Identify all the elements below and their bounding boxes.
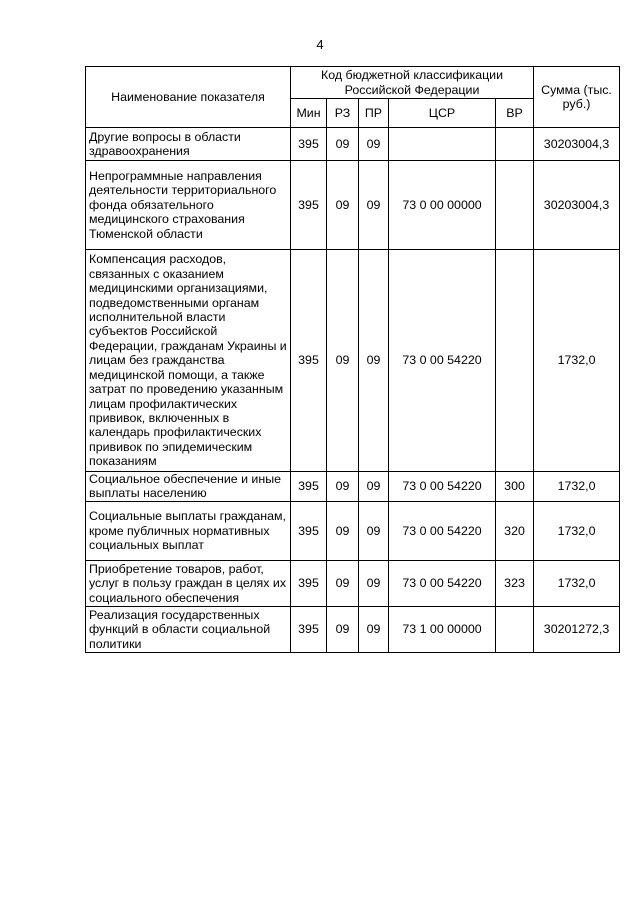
row-csr: 73 0 00 54220 bbox=[389, 472, 496, 502]
row-csr: 73 1 00 00000 bbox=[389, 606, 496, 652]
header-code-group: Код бюджетной классификации Российской Федерации bbox=[291, 67, 534, 99]
row-min: 395 bbox=[291, 250, 327, 472]
header-pr: ПР bbox=[359, 99, 389, 128]
row-vr bbox=[496, 128, 534, 161]
row-csr bbox=[389, 128, 496, 161]
row-vr: 320 bbox=[496, 501, 534, 560]
row-name: Социальные выплаты гражданам, кроме публичных нормативных социальных выплат bbox=[86, 501, 291, 560]
row-name: Другие вопросы в области здравоохранения bbox=[86, 128, 291, 161]
row-name: Реализация государственных функций в области социальной политики bbox=[86, 606, 291, 652]
row-pr: 09 bbox=[359, 560, 389, 606]
row-pr: 09 bbox=[359, 128, 389, 161]
header-sum: Сумма (тыс. руб.) bbox=[534, 67, 620, 128]
table-row bbox=[86, 128, 620, 161]
row-min: 395 bbox=[291, 472, 327, 502]
row-sum: 30203004,3 bbox=[534, 128, 620, 161]
row-sum: 1732,0 bbox=[534, 472, 620, 502]
header-min: Мин bbox=[291, 99, 327, 128]
table-row bbox=[86, 161, 620, 250]
row-sum: 1732,0 bbox=[534, 560, 620, 606]
header-name: Наименование показателя bbox=[86, 67, 291, 128]
row-min: 395 bbox=[291, 501, 327, 560]
row-vr: 300 bbox=[496, 472, 534, 502]
row-min: 395 bbox=[291, 161, 327, 250]
budget-classification-table bbox=[85, 66, 620, 653]
row-sum: 1732,0 bbox=[534, 501, 620, 560]
row-pr: 09 bbox=[359, 606, 389, 652]
row-csr: 73 0 00 54220 bbox=[389, 501, 496, 560]
row-pr: 09 bbox=[359, 472, 389, 502]
row-rz: 09 bbox=[327, 161, 359, 250]
row-sum: 30203004,3 bbox=[534, 161, 620, 250]
row-name: Компенсация расходов, связанных с оказанием медицинскими организациями, подведомственными органам исполнительной власти субъектов Российской Федерации, гражданам Украины и лицам без гражданства медицинской помощи, а также затрат по проведению указанным лицам профилактических прививок, включенных в календарь профилактических прививок по эпидемическим показаниям bbox=[86, 250, 291, 472]
row-rz: 09 bbox=[327, 250, 359, 472]
row-pr: 09 bbox=[359, 161, 389, 250]
row-pr: 09 bbox=[359, 250, 389, 472]
row-min: 395 bbox=[291, 128, 327, 161]
row-vr bbox=[496, 161, 534, 250]
header-rz: РЗ bbox=[327, 99, 359, 128]
header-vr: ВР bbox=[496, 99, 534, 128]
row-vr bbox=[496, 606, 534, 652]
row-csr: 73 0 00 00000 bbox=[389, 161, 496, 250]
row-name: Непрограммные направления деятельности территориального фонда обязательного медицинского страхования Тюменской области bbox=[86, 161, 291, 250]
table-row bbox=[86, 472, 620, 502]
table-row bbox=[86, 501, 620, 560]
row-rz: 09 bbox=[327, 501, 359, 560]
table-row bbox=[86, 606, 620, 652]
table-row bbox=[86, 250, 620, 472]
row-rz: 09 bbox=[327, 606, 359, 652]
row-vr bbox=[496, 250, 534, 472]
table-row bbox=[86, 560, 620, 606]
row-rz: 09 bbox=[327, 560, 359, 606]
header-csr: ЦСР bbox=[389, 99, 496, 128]
row-rz: 09 bbox=[327, 128, 359, 161]
row-name: Социальное обеспечение и иные выплаты населению bbox=[86, 472, 291, 502]
page-number: 4 bbox=[316, 37, 324, 52]
row-sum: 1732,0 bbox=[534, 250, 620, 472]
row-sum: 30201272,3 bbox=[534, 606, 620, 652]
row-min: 395 bbox=[291, 606, 327, 652]
row-csr: 73 0 00 54220 bbox=[389, 250, 496, 472]
row-rz: 09 bbox=[327, 472, 359, 502]
row-csr: 73 0 00 54220 bbox=[389, 560, 496, 606]
row-min: 395 bbox=[291, 560, 327, 606]
row-pr: 09 bbox=[359, 501, 389, 560]
row-name: Приобретение товаров, работ, услуг в пользу граждан в целях их социального обеспечения bbox=[86, 560, 291, 606]
row-vr: 323 bbox=[496, 560, 534, 606]
